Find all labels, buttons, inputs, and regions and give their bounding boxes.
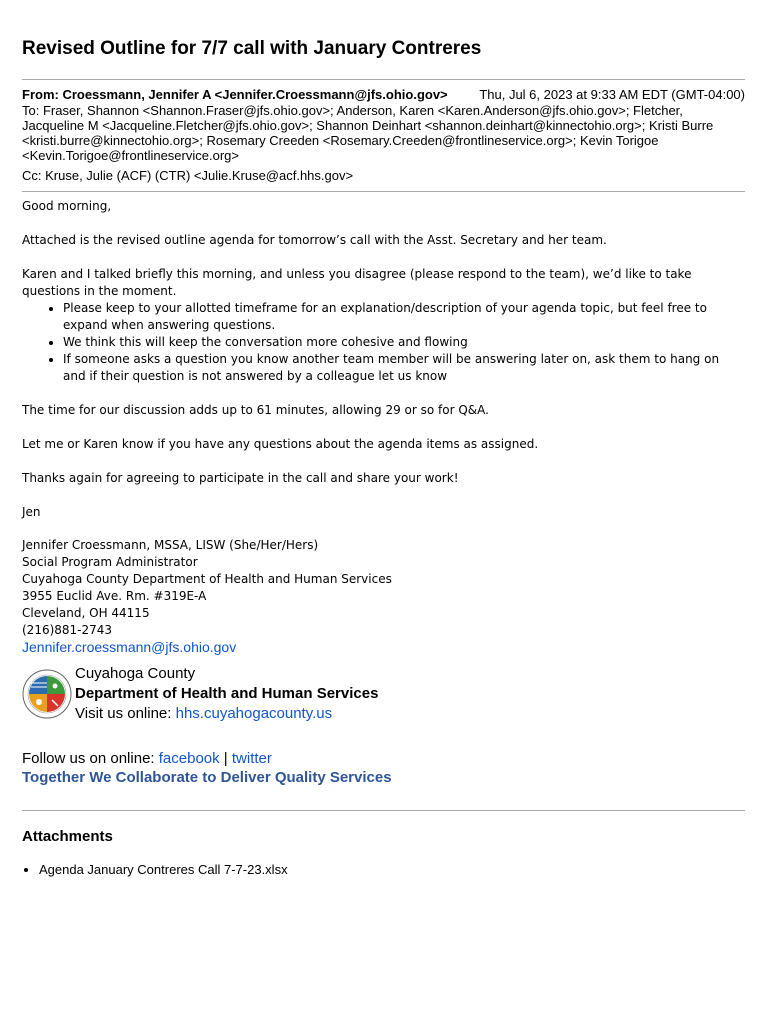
signature-org: Cuyahoga County Department of Health and Human Services — [22, 572, 392, 586]
bullet-item: • Please keep to your allotted timeframe for an explanation/description of your agenda topic, but feel free to expand when answering questions. — [63, 300, 745, 334]
signoff: Jen — [22, 505, 41, 519]
twitter-link[interactable]: twitter — [231, 750, 272, 767]
from-field[interactable]: From: Croessmann, Jennifer A <Jennifer.Croessmann@jfs.ohio.gov> — [22, 87, 448, 102]
cc-field[interactable]: Cc: Kruse, Julie (ACF) (CTR) <Julie.Kruse@acf.hhs.gov> — [22, 168, 354, 183]
email-subject: Revised Outline for 7/7 call with January Contreres — [22, 38, 482, 59]
body-paragraph-5: Thanks again for agreeing to participate in the call and share your work! — [22, 471, 459, 485]
body-paragraph-1: Attached is the revised outline agenda for tomorrow’s call with the Asst. Secretary and her team. — [22, 233, 607, 247]
website-link[interactable]: hhs.cuyahogacounty.us — [175, 705, 333, 722]
attachment-item[interactable]: • Agenda January Contreres Call 7-7-23.xlsx — [39, 861, 288, 878]
from-line — [22, 87, 745, 102]
attachments-divider — [22, 810, 745, 811]
bullet-item: • We think this will keep the conversation more cohesive and flowing — [63, 334, 745, 351]
county-logo-block — [22, 664, 422, 724]
body-paragraph-4: Let me or Karen know if you have any questions about the agenda items as assigned. — [22, 437, 539, 451]
date-field: Thu, Jul 6, 2023 at 9:33 AM EDT (GMT-04:00) — [479, 87, 745, 102]
visit-line — [75, 704, 378, 724]
signature-address-1: 3955 Euclid Ave. Rm. #319E-A — [22, 589, 207, 603]
department-name: Department of Health and Human Services — [75, 685, 379, 702]
visit-label: Visit us online: — [75, 705, 176, 722]
signature-email-link[interactable]: Jennifer.croessmann@jfs.ohio.gov — [22, 639, 237, 655]
follow-separator: | — [219, 750, 232, 767]
follow-label: Follow us on online: — [22, 750, 159, 767]
body-paragraph-3: The time for our discussion adds up to 61 minutes, allowing 29 or so for Q&A. — [22, 403, 489, 417]
greeting: Good morning, — [22, 199, 112, 213]
attachments-title: Attachments — [22, 828, 113, 845]
body-paragraph-2: Karen and I talked briefly this morning, and unless you disagree (please respond to the team), we’d like to take questions in the moment. — [22, 267, 692, 298]
follow-line — [22, 749, 272, 768]
signature-title: Social Program Administrator — [22, 555, 198, 569]
tagline: Together We Collaborate to Deliver Quality Services — [22, 769, 392, 786]
facebook-link[interactable]: facebook — [158, 750, 220, 767]
logo-text — [75, 664, 378, 724]
email-body — [22, 198, 745, 521]
header-divider-bottom — [22, 191, 745, 192]
bullet-list — [22, 300, 745, 385]
bullet-item: • If someone asks a question you know another team member will be answering later on, ask them to hang on and if their question is not answered by a colleague let us know — [63, 351, 745, 385]
county-seal-logo — [22, 669, 72, 719]
signature-phone: (216)881-2743 — [22, 623, 113, 637]
signature-block — [22, 537, 392, 657]
header-divider-top — [22, 79, 745, 80]
signature-name: Jennifer Croessmann, MSSA, LISW (She/Her/Hers) — [22, 538, 319, 552]
signature-address-2: Cleveland, OH 44115 — [22, 606, 150, 620]
county-name: Cuyahoga County — [75, 665, 196, 682]
to-field[interactable]: To: Fraser, Shannon <Shannon.Fraser@jfs.ohio.gov>; Anderson, Karen <Karen.Anderson@jfs.ohio.gov>; Fletcher, Jacqueline M <Jacqueline.Fletcher@jfs.ohio.gov>; Shannon Deinhart <shannon.deinhart@kinnectohio.org>; Kristi Burre <kristi.burre@kinnectohio.org>; Rosemary Creeden <Rosemary.Creeden@frontlineservice.org>; Kevin Torigoe <Kevin.Torigoe@frontlineservice.org> — [22, 103, 714, 163]
attachments-list — [22, 861, 288, 878]
